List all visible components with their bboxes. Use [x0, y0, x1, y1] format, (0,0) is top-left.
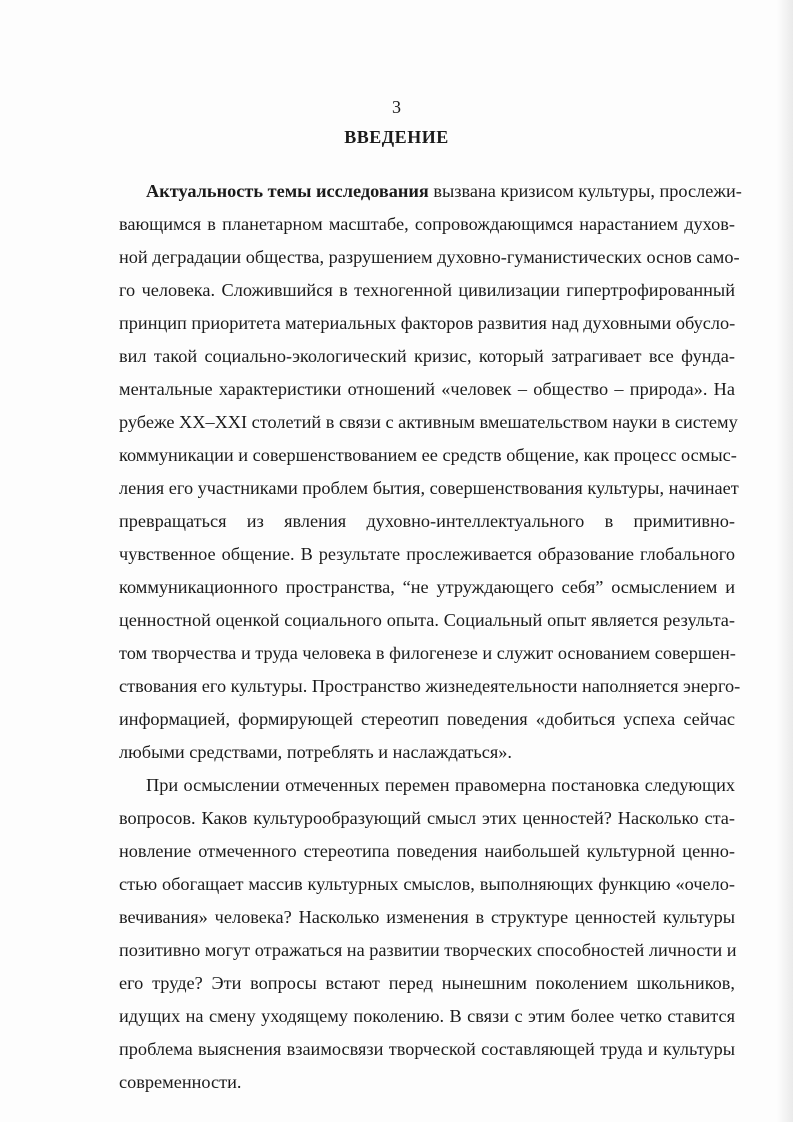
paragraph-1-line: ценностной оценкой социального опыта. Социальный опыт является результа-	[119, 610, 735, 630]
paragraph-1-line: ной деградации общества, разрушением духовно-гуманистических основ само-	[119, 247, 740, 267]
paragraph-1-line: принцип приоритета материальных факторов развития над духовными обусло-	[119, 313, 736, 333]
paragraph-1-line: ментальные характеристики отношений «человек – общество – природа». На	[119, 379, 735, 399]
paragraph-2-line: вопросов. Каков культурообразующий смысл этих ценностей? Насколько ста-	[119, 808, 735, 828]
paragraph-1-line: информацией, формирующей стереотип поведения «добиться успеха сейчас	[119, 709, 735, 729]
paragraph-2-line: При осмыслении отмеченных перемен правомерна постановка следующих	[146, 775, 735, 795]
paragraph-2-line: стью обогащает массив культурных смыслов, выполняющих функцию «очело-	[119, 874, 735, 894]
scan-edge-shadow	[777, 0, 793, 1122]
paragraph-1-line: вающимся в планетарном масштабе, сопровождающимся нарастанием духов-	[119, 214, 735, 234]
paragraph-1-line: том творчества и труда человека в филогенезе и служит основанием совершен-	[119, 643, 736, 663]
paragraph-2-line: идущих на смену уходящему поколению. В связи с этим более четко ставится	[119, 1006, 735, 1026]
paragraph-1-line: рубеже XX–XXI столетий в связи с активным вмешательством науки в систему	[119, 412, 738, 432]
paragraph-1-line: вил такой социально-экологический кризис, который затрагивает все фунда-	[119, 346, 735, 366]
paragraph-1-line: Актуальность темы исследования вызвана кризисом культуры, прослежи-	[146, 181, 742, 201]
page-number: 3	[392, 97, 401, 117]
paragraph-1-line: ствования его культуры. Пространство жизнедеятельности наполняется энерго-	[119, 676, 741, 696]
paragraph-2-line: его труде? Эти вопросы встают перед нынешним поколением школьников,	[119, 973, 735, 993]
paragraph-2-line: проблема выяснения взаимосвязи творческой составляющей труда и культуры	[119, 1039, 735, 1059]
paragraph-2-line: новление отмеченного стереотипа поведения наибольшей культурной ценно-	[119, 841, 735, 861]
paragraph-2-line: позитивно могут отражаться на развитии творческих способностей личности и	[119, 940, 737, 960]
paragraph-1-line: чувственное общение. В результате прослеживается образование глобального	[119, 544, 735, 564]
lead-bold-phrase: Актуальность темы исследования	[146, 181, 429, 201]
paragraph-2-line: современности.	[119, 1072, 242, 1092]
section-heading: ВВЕДЕНИЕ	[344, 127, 449, 147]
paragraph-1-line: превращаться из явления духовно-интеллектуального в примитивно-	[119, 511, 735, 531]
paragraph-1-line: коммуникации и совершенствованием ее средств общение, как процесс осмыс-	[119, 445, 737, 465]
paragraph-1-line: любыми средствами, потреблять и наслаждаться».	[119, 742, 512, 762]
paragraph-1-line: коммуникационного пространства, “не утруждающего себя” осмыслением и	[119, 577, 735, 597]
paragraph-1-line: ления его участниками проблем бытия, совершенствования культуры, начинает	[119, 478, 739, 498]
paragraph-1-line: го человека. Сложившийся в техногенной цивилизации гипертрофированный	[119, 280, 735, 300]
paragraph-2-line: вечивания» человека? Насколько изменения в структуре ценностей культуры	[119, 907, 735, 927]
